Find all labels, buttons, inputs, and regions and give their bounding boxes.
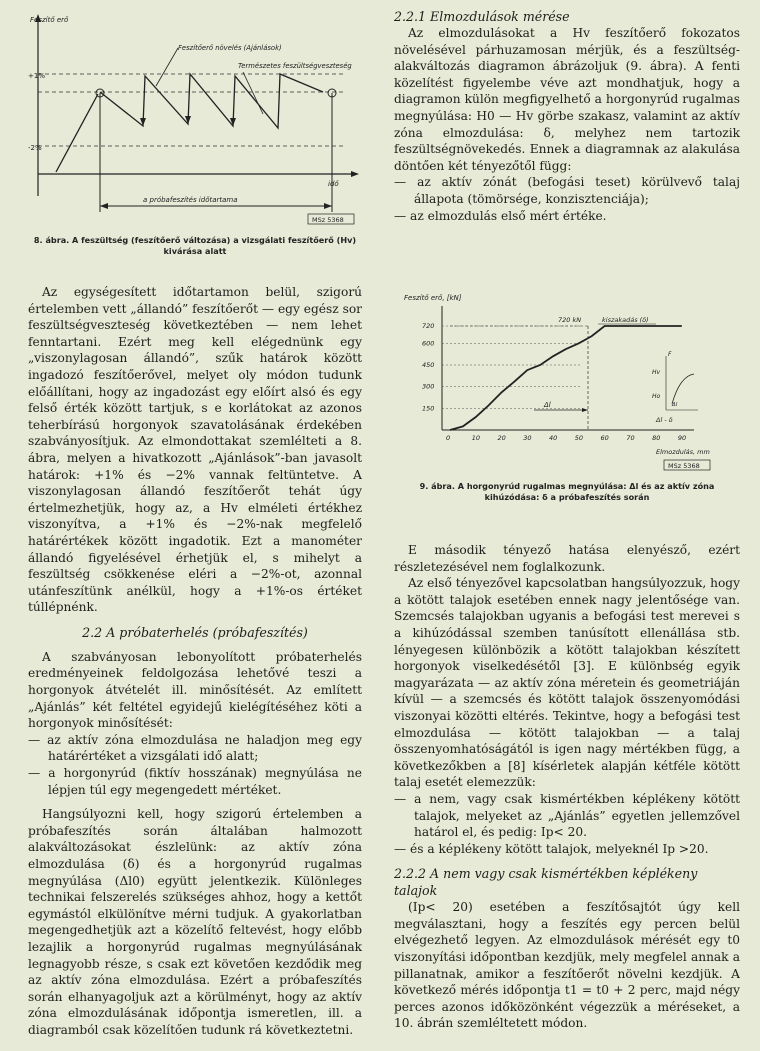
right-paragraph-2: E második tényező hatása elenyésző, ezért részletezésével nem foglalkozunk. [394, 543, 740, 574]
fig9-annotation-720: 720 kN [558, 316, 582, 324]
fig9-x-label: Elmozdulás, mm [656, 448, 710, 456]
right-list-item-1: — az aktív zónát (befogási teset) körülvevő talaj állapota (tömörsége, konzisztenciája); [394, 175, 740, 206]
fig9-series-line [450, 326, 682, 430]
fig9-x-tick-label: 10 [471, 434, 481, 442]
left-paragraph-1: Az egységesített időtartamon belül, szigorú értelemben vett „állandó” feszítőerőt — egy egész sor feszültségveszteség következtében — nem lehet fenntartani. Ezért meg kell elégednünk egy „viszonylagosan állandó”, szűk határok között ingadozó feszítőerővel, melyet oly módon tudunk előállítani, hogy az ingadozást egy előírt alsó és egy felső érték között tartjuk, s e korlátokat az azonos teherbírású horgonyok szavatolásának érdekében szabványosítjuk. Az elmondottakat szemlélteti a 8. ábra, melyen a hivatkozott „Ajánlások”-ban javasolt határok: +1% és −2% vannak feltüntetve. A viszonylagosan állandó feszítőerőt tehát úgy értelmezhetjük, hogy az, a Hv elméleti értékhez viszonyítva, a +1% és −2%-nak megfelelő határértékek között ingadotik. Ezt a manométer állandó figyelésével érhetjük el, s mihelyt a feszültség csökkenése eléri a −2%-ot, azonnal utánfeszítünk anélkül, hogy a +1%-os értéket túllépnénk. [28, 285, 362, 615]
fig9-inset-Ho: Ho [652, 393, 661, 400]
fig8-x-label: idő [328, 180, 339, 188]
section-heading-2-2-1: 2.2.1 Elmozdulások mérése [394, 9, 570, 24]
section-heading-2-2: 2.2 A próbaterhelés (próbafeszítés) [82, 624, 308, 640]
fig8-plus-label: +1% [28, 72, 45, 80]
fig9-x-tick-label: 80 [652, 434, 661, 442]
right-paragraph-3: Az első tényezővel kapcsolatban hangsúlyozzuk, hogy a kötött talajok esetében ennek nagy jelentősége van. Szemcsés talajokban ugyanis a befogási test merevei s a kihúzódással szemben tanúsított ellenállása stb. lényegesen különbözik a kötött talajokban készített horgonyok viselkedésétől [3]. E különbség egyik magyarázata — az aktív zóna méretein és geometriáján kívül — a szemcsés és kötött talajok összenyomódási viszonyai közötti eltérés. Tekintve, hogy a befogási test elmozdulása — kötött talajokban — a talaj összenyomhatóságától is igen nagy mértékben függ, a következőkben a [8] kísérletek alapján kétféle kötött talaj esetét elemezzük: [394, 576, 740, 790]
fig9-annotation-pullout: kiszakadás (δ) [602, 316, 649, 324]
left-list-item-1: — az aktív zóna elmozdulása ne haladjon meg egy határértéket a vizsgálati idő alatt; [28, 732, 362, 764]
figure-8-caption: 8. ábra. A feszültség (feszítőerő változása) a vizsgálati feszítőerő (Hv) kivárása alatt [33, 235, 357, 256]
fig9-inset-Hv: Hv [652, 369, 661, 376]
section-heading-2-2-2: 2.2.2 A nem vagy csak kismértékben képlékeny talajok [394, 866, 698, 899]
right-text-bottom [394, 542, 740, 1032]
fig9-y-label: Feszítő erő, [kN] [404, 294, 462, 302]
left-paragraph-3: Hangsúlyozni kell, hogy szigorú értelemben a próbafeszítés során általában halmozott alakváltozásokat észlelünk: az aktív zóna elmozdulása (δ) és a horgonyrúd rugalmas megnyúlása (Δl0) együtt jelentkezik. Különleges technikai felszerelés szükséges ahhoz, hogy a kettőt egymástól elkülönítve mérni tudjuk. A gyakorlatban megengedhetjük azt a közelítő feltevést, hogy előbb lezajlik a horgonyrúd rugalmas megnyúlásának legnagyobb része, s csak ezt követően kezdődik meg az aktív zóna elmozdulása. Ezért a próbafeszítés során elhanyagoljuk azt a körülményt, hogy az aktív zóna elmozdulásának időpontja ismeretlen, ill. a diagramból csak közelítően tudunk rá következtetni. [28, 807, 362, 1037]
left-list-item-2: — a horgonyrúd (fiktív hosszának) megnyúlása ne lépjen túl egy megengedett mértéket. [28, 766, 362, 797]
fig9-y-tick-label: 600 [422, 339, 435, 348]
left-paragraph-2: A szabványosan lebonyolított próbaterhelés eredményeinek feldolgozása lehetővé teszi a horgonyok átvételét ill. minősítését. Az említett „Ajánlás” két feltétel egyidejű kielégítéséhez köti a horgonyok minősítését: [28, 649, 362, 731]
figure-9-chart [394, 286, 740, 478]
fig9-stamp: MSz 5368 [668, 462, 700, 470]
fig9-inset-F: F [668, 351, 672, 358]
fig9-x-tick-label: 60 [600, 434, 609, 442]
right-text-top [394, 8, 740, 224]
fig9-y-tick-label: 720 [422, 322, 435, 330]
left-list [28, 732, 362, 798]
fig8-curve2-label: Természetes feszültségveszteség [238, 62, 352, 70]
fig8-stamp: MSz 5368 [312, 216, 344, 224]
right-list-1 [394, 174, 740, 224]
fig8-period-label: a próbafeszítés időtartama [143, 196, 238, 204]
fig9-x-tick-label: 90 [677, 434, 687, 442]
right-list-2 [394, 791, 740, 857]
fig9-annotation-dl: Δl [544, 401, 551, 409]
right-paragraph-4: (Ip< 20) esetében a feszítősajtót úgy kell megválasztani, hogy a feszítés egy percen belül elvégezhető legyen. Az elmozdulások mérését egy t0 viszonyítási időpontban kezdjük, mely megfelel annak a pillanatnak, amikor a feszítőerőt növelni kezdjük. A következő mérés időpontja t1 = t0 + 2 perc, majd négy perces azonos időközönként végezzük a méréseket, a 10. ábrán szemléltetett módon. [394, 900, 740, 1031]
fig9-x-tick-label: 30 [523, 434, 532, 442]
figure-9 [394, 286, 740, 478]
figure-8 [28, 6, 362, 234]
right-list-item-4: — és a képlékeny kötött talajok, melyeknél Ip >20. [394, 841, 709, 856]
left-text [28, 284, 362, 1039]
fig9-y-tick-label: 300 [422, 382, 435, 391]
fig9-annotation-dl-delta: Δl - δ [656, 416, 673, 424]
figure-8-chart [28, 6, 362, 234]
right-list-item-3: — a nem, vagy csak kismértékben képlékeny kötött talajok, melyeket az „Ajánlás” egyetlen jellemzővel határol el, és pedig: Ip< 20. [394, 791, 740, 840]
fig9-x-tick-label: 50 [574, 434, 584, 442]
fig9-x-tick-label: 40 [549, 434, 558, 442]
fig9-y-tick-label: 450 [422, 361, 435, 369]
fig9-x-tick-label: 20 [497, 434, 506, 442]
right-paragraph-1: Az elmozdulásokat a Hv feszítőerő fokozatos növelésével párhuzamosan mérjük, és a feszültség-alakváltozás diagramon ábrázoljuk (9. ábra). A fenti közelítést figyelembe véve azt mondhatjuk, hogy a diagramon külön megfigyelhető a horgonyrúd rugalmas megnyúlása: H0 — Hv görbe szakasz, valamint az aktív zóna elmozdulása: δ, melyhez nem tartozik feszültségnövekedés. Ennek a diagramnak az alakulása döntően két tényezőtől függ: [394, 26, 740, 173]
fig9-inset-dl: Δl [672, 402, 678, 408]
figure-9-caption: 9. ábra. A horgonyrúd rugalmas megnyúlása: Δl és az aktív zóna kihúzódása: δ a próbafeszítés során [419, 481, 715, 502]
fig8-curve1-label: Feszítőerő növelés (Ajánlások) [178, 44, 282, 52]
fig9-x-tick-label: 0 [446, 434, 451, 442]
right-list-item-2: — az elmozdulás első mért értéke. [394, 208, 607, 223]
fig9-y-tick-label: 150 [422, 404, 435, 413]
fig8-minus-label: -2% [28, 144, 42, 152]
fig8-y-label: Feszítő erő [30, 16, 69, 24]
fig9-x-tick-label: 70 [626, 434, 635, 442]
